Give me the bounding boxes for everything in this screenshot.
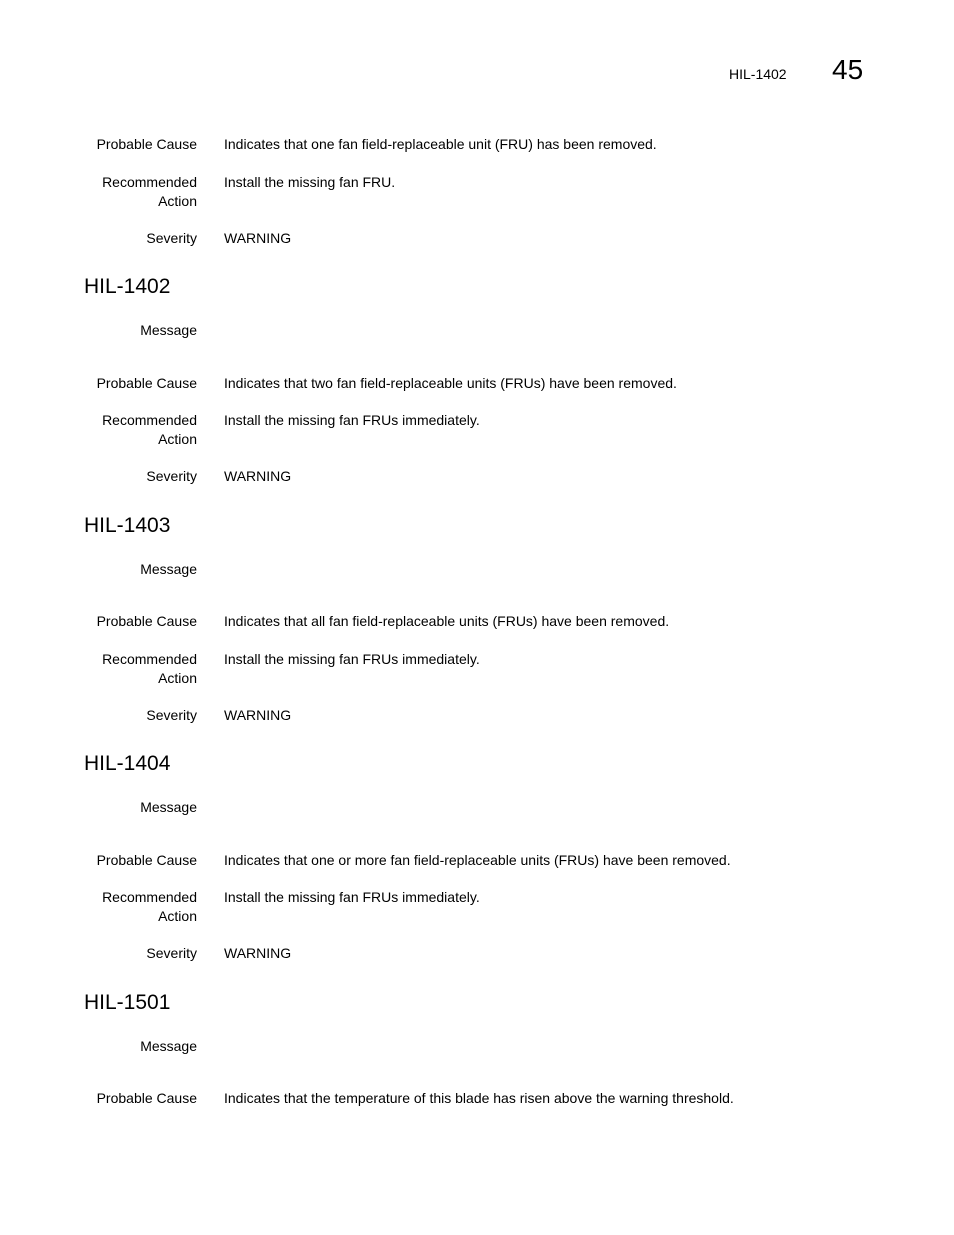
severity-label: Severity	[146, 945, 197, 961]
probable-cause-label: Probable Cause	[96, 375, 197, 391]
probable-cause-text: Indicates that all fan field-replaceable units (FRUs) have been removed.	[224, 613, 670, 629]
severity-value: WARNING	[224, 468, 292, 484]
recommended-action-label: Recommended	[102, 651, 197, 667]
probable-cause-label: Probable Cause	[96, 136, 197, 152]
recommended-action-text: Install the missing fan FRUs immediately.	[224, 889, 480, 905]
severity-label: Severity	[146, 707, 197, 723]
probable-cause-text: Indicates that one fan field-replaceable unit (FRU) has been removed.	[224, 136, 657, 152]
message-label: Message	[140, 322, 197, 338]
section-title: HIL-1403	[84, 514, 171, 537]
section-title: HIL-1402	[84, 275, 171, 298]
recommended-action-text: Install the missing fan FRU.	[224, 174, 396, 190]
probable-cause-label: Probable Cause	[96, 852, 197, 868]
recommended-action-label: Recommended	[102, 412, 197, 428]
probable-cause-text: Indicates that two fan field-replaceable units (FRUs) have been removed.	[224, 375, 677, 391]
probable-cause-text: Indicates that one or more fan field-replaceable units (FRUs) have been removed.	[224, 852, 731, 868]
recommended-action-text: Install the missing fan FRUs immediately.	[224, 651, 480, 667]
severity-label: Severity	[146, 230, 197, 246]
severity-value: WARNING	[224, 230, 292, 246]
chapter-number: 45	[832, 54, 864, 85]
recommended-action-label-line2: Action	[158, 908, 197, 924]
recommended-action-label-line2: Action	[158, 193, 197, 209]
section-title: HIL-1501	[84, 991, 171, 1014]
severity-label: Severity	[146, 468, 197, 484]
severity-value: WARNING	[224, 707, 292, 723]
recommended-action-label-line2: Action	[158, 670, 197, 686]
recommended-action-text: Install the missing fan FRUs immediately.	[224, 412, 480, 428]
message-label: Message	[140, 799, 197, 815]
recommended-action-label: Recommended	[102, 174, 197, 190]
probable-cause-text: Indicates that the temperature of this blade has risen above the warning threshold.	[224, 1090, 734, 1106]
recommended-action-label: Recommended	[102, 889, 197, 905]
running-header-title: HIL-1402	[729, 66, 787, 82]
recommended-action-label-line2: Action	[158, 431, 197, 447]
probable-cause-label: Probable Cause	[96, 613, 197, 629]
section-title: HIL-1404	[84, 752, 171, 775]
severity-value: WARNING	[224, 945, 292, 961]
message-label: Message	[140, 561, 197, 577]
message-label: Message	[140, 1038, 197, 1054]
probable-cause-label: Probable Cause	[96, 1090, 197, 1106]
